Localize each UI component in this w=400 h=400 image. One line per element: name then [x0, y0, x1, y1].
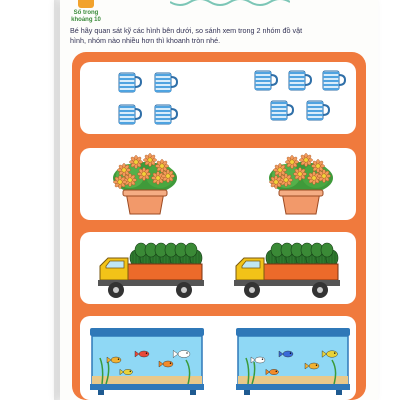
striped-cup-icon	[152, 70, 178, 94]
right-group-aquarium[interactable]	[234, 324, 352, 396]
instruction-line2: hình, nhóm nào nhiều hơn thì khoanh tròn nhé.	[70, 36, 221, 45]
row-watermelon-trucks	[80, 232, 356, 304]
section-label-line1: Số trong	[73, 10, 99, 16]
right-group-flower-pot[interactable]	[266, 152, 336, 216]
header-wave-decoration	[170, 0, 290, 8]
row-flower-pots	[80, 148, 356, 220]
flower-pot-icon	[110, 152, 180, 216]
right-group-cups[interactable]	[246, 66, 350, 130]
instruction-text	[70, 26, 370, 46]
striped-cup-icon	[116, 70, 142, 94]
section-label-line2: khoảng 10	[71, 17, 101, 23]
aquarium-icon	[88, 324, 206, 396]
left-group-truck[interactable]	[96, 236, 206, 302]
striped-cup-icon	[252, 68, 278, 92]
striped-cup-icon	[286, 68, 312, 92]
row-cups	[80, 62, 356, 134]
watermelon-truck-icon	[232, 236, 342, 302]
left-group-flower-pot[interactable]	[110, 152, 180, 216]
striped-cup-icon	[268, 98, 294, 122]
striped-cup-icon	[320, 68, 346, 92]
left-group-aquarium[interactable]	[88, 324, 206, 396]
right-group-truck[interactable]	[232, 236, 342, 302]
striped-cup-icon	[152, 102, 178, 126]
striped-cup-icon	[304, 98, 330, 122]
striped-cup-icon	[116, 102, 142, 126]
aquarium-icon	[234, 324, 352, 396]
section-label	[64, 10, 108, 24]
exercise-frame	[72, 52, 366, 400]
left-group-cups[interactable]	[116, 68, 196, 132]
watermelon-truck-icon	[96, 236, 206, 302]
flower-pot-icon	[266, 152, 336, 216]
section-badge	[78, 0, 94, 8]
row-aquariums	[80, 316, 356, 400]
instruction-line1: Bé hãy quan sát kỹ các hình bên dưới, so sánh xem trong 2 nhóm đồ vật	[70, 26, 303, 35]
workbook-page	[60, 0, 378, 400]
